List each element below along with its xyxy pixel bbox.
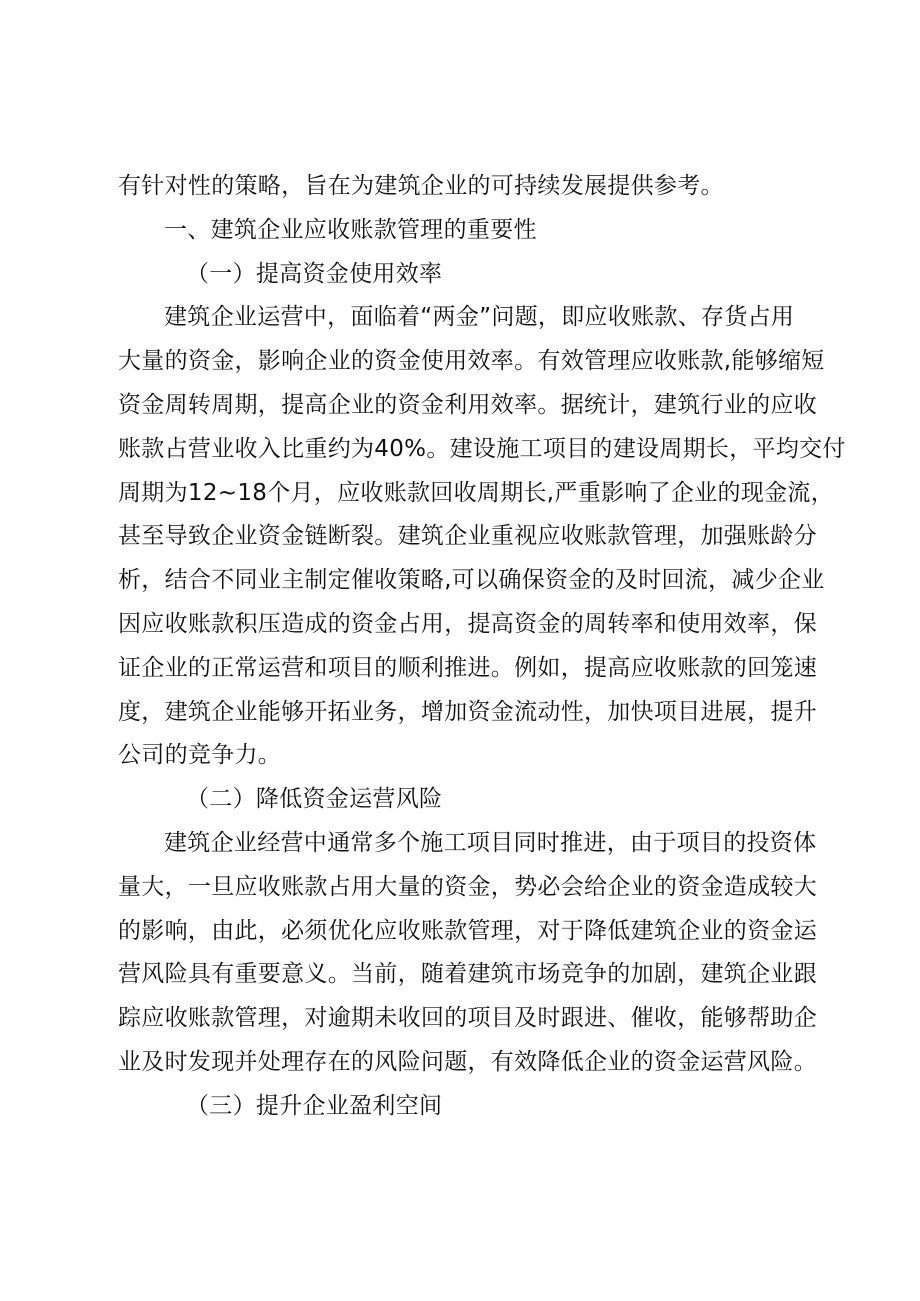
paragraph-line: 度，建筑企业能够开拓业务，增加资金流动性，加快项目进展，提升 [118,699,817,725]
paragraph-line: 建筑企业经营中通常多个施工项目同时推进，由于项目的投资体 [164,830,817,856]
paragraph-line: 周期为12~18个月，应收账款回收周期长,严重影响了企业的现金流， [118,480,835,506]
paragraph-line: 证企业的正常运营和项目的顺利推进。例如，提高应收账款的回笼速 [118,655,817,681]
subsection-heading: （三）提升企业盈利空间 [186,1093,443,1119]
paragraph-line: 大量的资金，影响企业的资金使用效率。有效管理应收账款,能够缩短 [118,348,825,374]
paragraph-line: 量大，一旦应收账款占用大量的资金，势必会给企业的资金造成较大 [118,874,817,900]
paragraph-line: 的影响，由此，必须优化应收账款管理，对于降低建筑企业的资金运 [118,918,817,944]
subsection-heading: （二）降低资金运营风险 [186,786,443,812]
subsection-heading: （一）提高资金使用效率 [186,261,443,287]
paragraph-line: 建筑企业运营中，面临着“两金”问题，即应收账款、存货占用 [164,304,795,330]
paragraph-line: 踪应收账款管理，对逾期未收回的项目及时跟进、催收，能够帮助企 [118,1005,817,1031]
paragraph-line: 甚至导致企业资金链断裂。建筑企业重视应收账款管理，加强账龄分 [118,523,817,549]
paragraph-line: 业及时发现并处理存在的风险问题，有效降低企业的资金运营风险。 [118,1049,817,1075]
paragraph-line: 因应收账款积压造成的资金占用，提高资金的周转率和使用效率，保 [118,611,817,637]
paragraph-line: 析，结合不同业主制定催收策略,可以确保资金的及时回流，减少企业 [118,567,825,593]
paragraph-line: 营风险具有重要意义。当前，随着建筑市场竞争的加剧，建筑企业跟 [118,961,817,987]
paragraph-line: 账款占营业收入比重约为40%。建设施工项目的建设周期长，平均交付 [118,436,846,462]
paragraph-line: 公司的竞争力。 [118,742,282,768]
section-heading: 一、建筑企业应收账款管理的重要性 [164,217,537,243]
paragraph-line: 资金周转周期，提高企业的资金利用效率。据统计，建筑行业的应收 [118,392,817,418]
paragraph-line: 有针对性的策略，旨在为建筑企业的可持续发展提供参考。 [118,173,724,199]
